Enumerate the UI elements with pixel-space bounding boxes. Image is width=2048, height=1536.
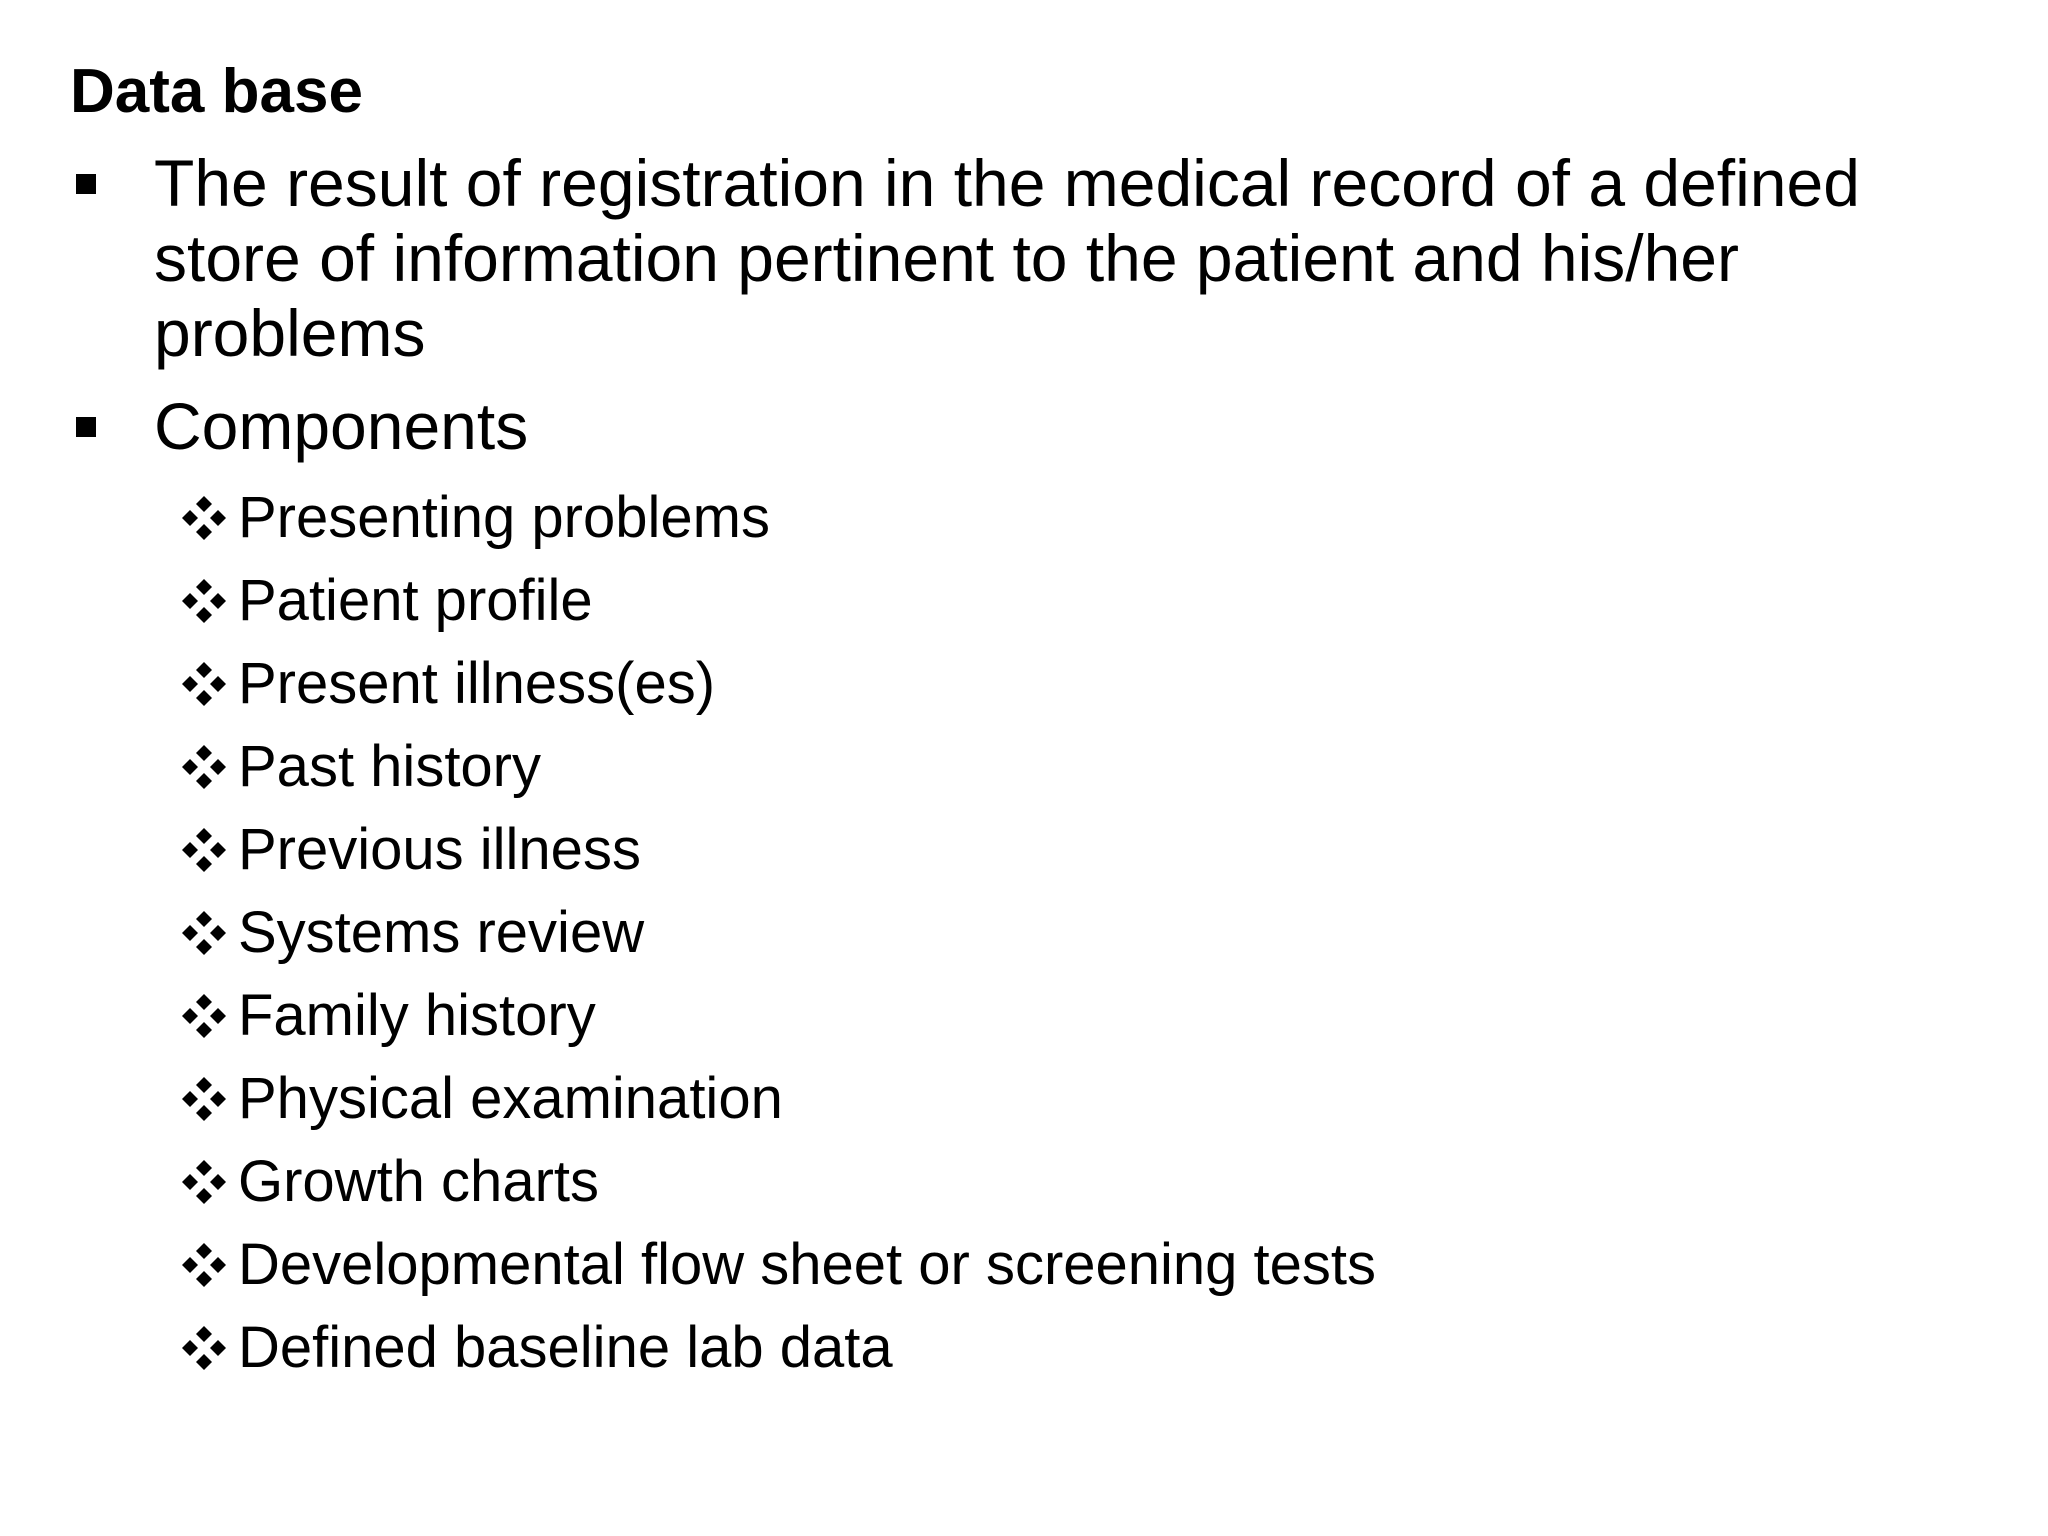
component-item	[176, 1223, 1376, 1306]
component-item	[176, 1057, 1376, 1140]
bullet-components	[70, 389, 2014, 464]
component-item	[176, 1140, 1376, 1223]
component-item	[176, 725, 1376, 808]
component-label: Previous illness	[238, 816, 641, 882]
component-item	[176, 476, 1376, 559]
component-item	[176, 808, 1376, 891]
component-label: Physical examination	[238, 1065, 783, 1131]
bullet-text: Components	[154, 389, 529, 463]
four-diamond-bullet-icon	[176, 822, 232, 878]
component-label: Past history	[238, 733, 541, 799]
four-diamond-bullet-icon	[176, 988, 232, 1044]
component-label: Growth charts	[238, 1148, 599, 1214]
component-label: Developmental flow sheet or screening tests	[238, 1231, 1377, 1297]
square-bullet-icon	[76, 417, 96, 437]
slide-title: Data base	[70, 57, 363, 126]
four-diamond-bullet-icon	[176, 490, 232, 546]
component-label: Systems review	[238, 899, 645, 965]
four-diamond-bullet-icon	[176, 656, 232, 712]
four-diamond-bullet-icon	[176, 1320, 232, 1376]
component-item	[176, 642, 1376, 725]
components-list	[176, 476, 1376, 1389]
component-label: Presenting problems	[238, 484, 770, 550]
component-label: Defined baseline lab data	[238, 1314, 893, 1380]
component-item	[176, 974, 1376, 1057]
four-diamond-bullet-icon	[176, 1154, 232, 1210]
bullet-definition	[70, 146, 2014, 371]
component-item	[176, 891, 1376, 974]
four-diamond-bullet-icon	[176, 573, 232, 629]
component-item	[176, 559, 1376, 642]
square-bullet-icon	[76, 174, 96, 194]
component-item	[176, 1306, 1376, 1389]
four-diamond-bullet-icon	[176, 905, 232, 961]
four-diamond-bullet-icon	[176, 1237, 232, 1293]
component-label: Present illness(es)	[238, 650, 716, 716]
four-diamond-bullet-icon	[176, 1071, 232, 1127]
component-label: Family history	[238, 982, 596, 1048]
bullet-text: The result of registration in the medical record of a defined store of information pertinent to the patient and his/her problems	[154, 146, 1860, 370]
component-label: Patient profile	[238, 567, 593, 633]
four-diamond-bullet-icon	[176, 739, 232, 795]
